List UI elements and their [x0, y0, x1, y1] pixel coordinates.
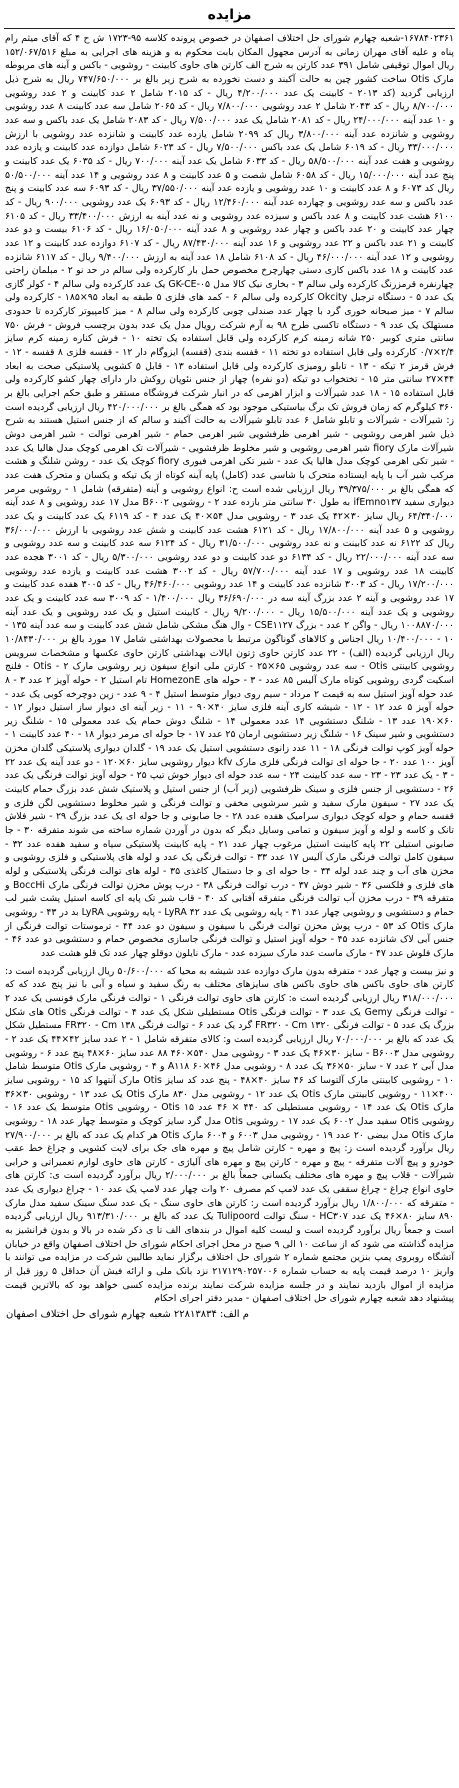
notice-footer: م الف: ۲۲۸۱۳۸۳۴ شعبه چهارم شورای حل اختلاف اصفهان — [6, 1309, 249, 1321]
notice-paragraph-2: و نیز بیست و چهار عدد - متفرقه بدون مارک دوازده عدد شیشه به محیا که ۵۰/۶۰۰/۰۰۰ ریال ارزیابی گردیده است د: کارتن های حاوی باکس های حاوی باکس های سایزهای مختلف به رنگ سفید و سیاه و آبی با نیز پنج عدد که که ۳۱۸/۰۰۰/۰۰۰ ریال ارزیابی گردیده است ه: کارتن های حاوی توالت فرنگی ۱ - توالت فرنگی مارک فونسی یک عدد ۲ - توالت فرنگی Gemy یک عدد ۳ - توالت فرنگی Otis مستطیلی شکل یک عدد ۴ - توالت فرنگی Otis های شکل بزرگ یک عدد ۵ - توالت فرنگی FR۳۲۰ - Cm ۱۳۲۰ گرد یک عدد ۶ - توالت فرنگی FR۳۲۰ - Cm ۱۳۸ مستطیل شکل یک عدد که بالغ بر ۷۰/۰۰۰/۰۰۰ ریال ارزیابی گردیده است و: کالای متفرقه شامل ۱ - ۲ عدد سایز ۴۲×۴۴ یک عدد ۲ - روشویی مدل B۶۰۰۳ - سایز ۳۰×۴۶ یک عدد ۳ - روشویی مدل ۵۴۰×۴۶۰ ۸۸ عدد سایز ۶۰×۴۸ پنج عدد ۶ - روشویی مدل آبی ۲ عدد ۷ - سایز ۵۰×۳۶ یک عدد ۸ - روشویی مدل A۱۱۸ ۶۰×۴۶ و ۴ - روشویی مارک Otis متوسط شامل ۱۰ - روشویی کابینتی مارک آلتوسا کد ۴۶ سایز ۴۰×۴۸ - پنج عدد کد سایز Otis مارک آنتهوا کد ۱۵ - روشویی سایز ۴۰۰×۱۱ - روشویی کابینتی مارک Otis یک عدد ۱۲ - روشویی مدل ۸۳۰ مارک Otis یک عدد ۱۳ - روشویی ۳۰×۳۶ مارک Otis یک عدد ۱۴ - روشویی مستطیلی کد ۴۴۰ × ۴۶ عدد Otis ۱۵ - روشویی Otis متوسط یک عدد ۱۶ - روشویی Otis سفید مدل ۶۰۰۲ یک عدد ۱۷ - روشویی Otis مدل گرد سایز کوچک و متوسط چهار عدد ۱۸ - روشویی مارک Otis مدل بیضی ۲۰ عدد ۱۹ - روشویی مدل ۶۰۰۳ و ۶۰۰۴ مارک Otis هر کدام یک عدد که بالغ بر ۲۷/۹۰۰/۰۰۰ ریال برآورد گردیده است ز: پیچ و مهره - کارتن شامل پیچ و مهره های جک برای لایت کشویی و چراغ خط عقب خودرو و پیچ آلات متفرقه - پیچ و مهره - کارتن پیچ و مهره های آلیاژی - کارتن های حاوی لوازم تعمیراتی و خرابی شیرآلات - قلاب پیچ و مهره های مختلف یکسانی جمعاً بالغ بر ۲/۰۰۰/۰۰۰ ریال برآورد گردیده است ی: کارتن های حاوی انواع چراغ - چراغ سقفی یک عدد لامپ کم مصرف ۲۰ وات چهار عدد لامپ یک عدد ۱۰ - چراغ دیواری یک عدد - متفرقه که ۱/۸۰۰/۰۰۰ ریال برآورد گردیده است ر: کارتن های حاوی سنگ - یک عدد سنگ سینک سفید مدل مارک ۸۹۰ سایز ۸۰×۴۶ یک عدد HC۳۰۷ - سنگ توالت Tulipoord یک عدد که بالغ بر ۹۱۳/۳۱۰/۰۰۰ ریال ارزیابی گردیده است و جمعاً ریال برآورد گردیده است و لیست کلیه اموال در بندهای الف تا ی ذکر شده در بالا و بدون فرانشیز به مزایده گذاشته می شود که از ساعت ۱۰ الی ۹ صبح در محل اجرای احکام شورای حل اختلاف اصفهان واقع در خیابان آتشگاه روبروی پمپ بنزین مجتمع شماره ۲ شورای حل اختلاف برگزار نماید طالبین شرکت در مزایده می توانند با واریز ۱۰ درصد قیمت پایه به حساب شماره ۲۱۷۱۲۹۰۲۵۷۰۰۶ نزد بانک ملی و ارائه فیش آن حداقل ۵ روز قبل از مزایده از اموال بازدید نمایند و در جلسه مزایده شرکت نمایند برنده مزایده کسی خواهد بود که بالاترین قیمت پیشنهاد دهد شعبه چهارم شورای حل اختلاف اصفهان - مدیر دفتر اجرای احکام — [5, 965, 455, 1305]
notice-title: مزایده — [207, 7, 252, 23]
notice-header — [4, 2, 455, 29]
notice-paragraph-1: ۱۶۷۸۴۰۲۳۶۱-شعبه چهارم شورای حل اختلاف اصفهان در خصوص پرونده کلاسه ۹۵-۱۷۲۳ ش ح ۴ که آقای میثم رام پناه و علیه آقای مهران زمانی به آدرس مجهول المکان بابت محکوم به و هزینه های اجرایی به مبلغ ۱۵۲/۰۶۷/۵۱۶ ریال اموال توقیفی شامل ۳۹۱ عدد کارتن به شرح الف کارتن های حاوی کابینت - روشویی - باکس و آینه های مربوطه مارک Otis ساخت کشور چین به حالت آکبند و دست نخورده به شرح زیر بالغ بر ۷۴۷/۶۵۰/۰۰۰ ریال به شرح ذیل ارزیابی گردید (کد ۲۰۱۳ - کابینت یک عدد ۴/۲۰۰/۰۰۰ ریال - کد ۲۰۱۵ شامل ۲ عدد کابینت و ۲ عدد روشویی ۸/۷۰۰/۰۰۰ ریال - کد ۲۰۴۳ شامل ۲ عدد روشویی ۷/۸۰۰/۰۰۰ ریال - کد ۲۰۶۵ شامل سه عدد کابینت ۸ عدد روشویی و ۱۰ عدد آینه ۲۴/۰۰۰/۰۰۰ ریال - کد ۲۰۸۱ شامل یک عدد ۷/۵۰۰/۰۰۰ ریال - کد ۲۰۸۳ شامل یک عدد باکس و سه عدد روشویی و شانزده عدد آینه ۳/۸۰۰/۰۰۰ ریال کد ۲۰۹۹ شامل یازده عدد کابینت و شانزده عدد روشویی با ارزش ۳۳/۰۰۰/۰۰۰ ریال - کد ۶۰۱۹ شامل یک عدد باکس ۷/۵۰۰/۰۰۰ ریال - کد ۶۰۲۳ شامل دوازده عدد کابینت و یازده عدد روشویی و هفت عدد آینه ۵۸/۵۰۰/۰۰۰ ریال - کد ۶۰۳۳ شامل یک عدد آینه ۷۰۰/۰۰۰ ریال - کد ۶۰۳۵ یک عدد کابینت و پنج عدد آینه ۱۵/۰۰۰/۰۰۰ ریال - کد ۶۰۵۸ شامل شصت و ۵ عدد کابینت و ۸ عدد روشویی و ۱۴ عدد آینه ۵۰/۵۰۰/۰۰۰ ریال کد ۶۰۷۳ و ۸ عدد کابینت و ۱۰ عدد روشویی و یازده عدد آینه ۳۷/۵۵۰/۰۰۰ ریال - کد ۶۰۹۳ سه عدد کابینت و پنج عدد باکس و سه عدد روشویی و چهارده عدد آینه ۱۲/۴۶۰/۰۰۰ ریال - کد ۶۰۹۳ یک عدد روشویی ۹۰۰/۰۰۰ ریال - کد ۶۱۰۰ هشت عدد کابینت و ۸ عدد باکس و سیزده عدد روشویی و نه عدد آینه به ارزش ۳۳/۴۰۰/۰۰۰ ریال - کد ۶۱۰۵ چهار عدد کابینت و ۲۰ عدد باکس و چهار عدد روشویی و ۸ عدد آینه ۱۶/۰۵۰/۰۰۰ ریال - کد ۶۱۰۶ بیست و دو عدد کابینت و ۲۱ عدد باکس و ۲۲ عدد روشویی و ۱۶ عدد آینه ۸۷/۴۳۰/۰۰۰ ریال - کد ۶۱۰۷ دوازده عدد کابینت و ۱۲ عدد روشویی و ۱۲ عدد آینه ۴۶/۰۰۰/۰۰۰ ریال - کد ۶۱۰۸ شامل ۱۸ عدد آینه به ارزش ۹/۴۰۰/۰۰۰ ریال - کد ۶۱۱۷ شانزده عدد کابینت و ۱۸ عدد باکس کاری دستی چهارچرخ مخصوص حمل بار کارکرده ولی سالم در حد نو ۲ - مبلمان راحتی چهارنفره قرمزرنگ کارکرده ولی سالم ۳ - بخاری نیک کالا مدل GK-CE-۰۵ یک عدد کارکرده ولی سالم ۴ - کولر گازی یک عدد ۵ - دستگاه ترجیل Okcity کارکرده ولی سالم ۶ - کمد های فلزی ۵ طبقه به ابعاد ۹۵×۱۸۵ - کارکرده ولی سالم ۷ - میز صبحانه خوری گرد با چهار عدد صندلی چوبی کارکرده ولی سالم ۸ - میز کامپیوتر کارکرده تا حدودی مستهلک یک عدد ۹ - دستگاه تاکسی طرح ۹۸ به آرم شرکت رویال مدل یک عدد بدون برچسب فروش - فرش ۷۵۰ سانتی متری کوبیر ۲۵۰ شانه زمینه کرم کارکرده ولی قابل استفاده یک تخته ۱۰ - فرش کناره زمینه کرم سایز ۲/۴×۰/۷ کارکرده ولی قابل استفاده دو تخته ۱۱ - قفسه بندی (قفسه) ایزوگام دار ۱۲ - قفسه فلزی ۸ قفسه - ۱۲ - فرش قرمز ۲ تیکه - ۱۳ - تابلو رومیزی کارکرده ولی قابل استفاده ۱۳ - قابل ۵ کشویی پلاستیکی صحت به ابعاد ۴۴×۲۷ سانتی متر ۱۵ - تختخواب دو تیکه (دو نفره) چهار از جنس نئوپان روکش دار دارای چهار کشو کارکرده ولی قابل استفاده ۱۵ - ۱۸ عدد شیرآلات و ابزار اهرمی که در انبار شرکت فروشگاه مستقر و طبق حکم اجرایی بالغ بر ۳۶۰ کیلوگرم که زمان فروش تک برگ بیاستیکی موجود بود که همگی بالغ بر ۴۲۰/۰۰۰/۰۰۰ ریال ارزیابی گردیده است ز: شیرآلات - شیرآلات و تابلو شامل ۶ عدد تابلو شیرآلات به حالت آکبند و سالم که از جنس استیل هستند به شرح ذیل شیر اهرمی روشویی - شیر اهرمی ظرفشویی شیر اهرمی حمام - شیر اهرمی توالت - شیر اهرمی دوش شیرآلات مارک fiory شیر اهرمی روشویی و شیر مخلوط ظرفشویی - شیرآلات تک اهرمی کوچک مدل هالیا یک عدد - شیر تکی اهرمی کوچک مدل هالیا یک عدد - شیر تکی اهرمی فیوری fiory کوچک یک عدد - روشن شلنگ و هشت مرکب شیر آب با پایه ایستاده متحرک با شاسی عدد (کامل) پایه آینه کوتاه از یک تیکه و یکسان و متحرک هفت عدد که همگی بالغ بر ۳۹/۳۷۵/۰۰۰ ریال ارزیابی شده است ح: انواع روشویی و آینه (متفرقه) شامل ۱ - روشویی مرمر دیواری سفید ifEmno۱۳۷ به طول ۳۰ سانتی متر بازده عدد ۲ - روشویی B۶۰۰۲ مدل ۱۷ عدد روشویی و ۸ عدد آینه ۶۴/۳۴۰/۰۰۰ ریال سایز ۳۰×۴۲ یک عدد ۳ - روشویی مدل ۵۴×۴۰ یک عدد ۴ - کد ۶۱۱۹ یک عدد کابینت و یک عدد روشویی و ۵ عدد آینه ۱۷/۸۰۰/۰۰۰ ریال - کد ۶۱۲۱ هشت عدد کابینت و شش عدد روشویی با ارزش ۳۶/۰۰۰/۰۰۰ ریال کد ۶۱۲۲ نه عدد کابینت و نه عدد روشویی ۳۱/۵۰۰/۰۰۰ ریال - کد ۶۱۲۴ سه عدد کابینت و سه عدد روشویی و سه عدد آینه ۲۲/۰۰۰/۰۰۰ ریال - کد ۶۱۳۴ دو عدد کابینت و دو عدد روشویی ۵/۳۰۰/۰۰۰ ریال - کد ۳۰۰۱ هجده عدد کابینت ۱۸ عدد روشویی و ۱۷ عدد آینه ۵۷/۷۰۰/۰۰۰ ریال - کد ۳۰۰۲ هشت عدد کابینت و یازده عدد روشویی ۱۷/۲۰۰/۰۰۰ ریال - کد ۳۰۰۳ شانزده عدد کابینت و ۱۴ عدد روشویی ۴۶/۴۶۰/۰۰۰ ریال - کد ۳۰۰۵ هفده عدد کابینت و ۱۷ عدد روشویی و آینه ۲ عدد بزرگ آینه سه در ۳۶/۶۹۰/۰۰۰ ریال ۱/۴۰۰/۰۰۰ - کد ۳۰۰۹ سه عدد کابینت و یک عدد روشویی و یک عدد آینه ۱۵/۵۰۰/۰۰۰ ریال - ۹/۲۰۰/۰۰۰ ریال - کابینت استیل و یک عدد روشویی و یک عدد آینه ۱۰۰۸۸۷۰/۰۰۰ ریال - واگن ۲ عدد - بزرگ CSE۱۱۲۷ - وال هنگ مشکی شامل شش عدد کابینت و سه عدد آینه ۱۳۵ - ۱۰ - ۱۰/۴۰۰/۰۰۰ ریال اجناس و کالاهای گوناگون مرتبط با محصولات بهداشتی شامل ۱۷ مورد بالغ بر ۱۰/۸۴۳۰/۰۰۰ ریال ارزیابی گردیده (الف) - ۲۲ عدد کارتن حاوی ژتون ایالات بهداشتی کارتن حاوی عکسها و مشخصات سرویس روشویی کابینتی Otis - سه عدد روشویی ۶۵×۲۵ - کارتن ملی انواع سیفون زیر روشویی مارک Otis - ۲ - فلنج اسکیت گردی روشویی کوتاه مارک آلیس ۸۵ عدد - ۳ - حوله های HomezonE تام استیل ۲ - حوله آویز ۲ عدد ۳ - ۸ عدد حوله آویز استیل سه به قیمت ۲ مرداد - سیم روی دیوار متوسط استیل ۴ - ۹ عدد - زین دوچرخه کوبی یک عدد - حوله آویز ۵ عدد ۱۲ - ۱۲ - شیشه کاری آینه فلزی سایز ۴۰×۹۰ - ۱۱ - زیر آینه ای دیوار ساز استیل دیوار ۱۲ - ۶۰×۱۹۰ عدد ۱۳ - شلنگ دستشویی ۱۴ عدد معمولی ۱۴ - شلنگ دوش حمام یک عدد معمولی ۱۵ - شلنگ زیر دستشویی و شیر سینک ۱۶ - شلنگ زیر دستشویی ارمان ۲۵ عدد ۱۷ - جا حوله ای مرمر دیوار ۱۸ - ۴۰ عدد کابینت ۱ - حوله آویز کوپ توالت فرنگی ۱۸ - ۱۱ عدد زانوی دستشویی استیل یک عدد ۱۹ - گلدان دیواری پلاستیکی گلدان مخزن آویز ۱۰۰ عدد ۲۰ - جا حوله ای توالت فرنگی فلزی مارک kfv دیوار روشویی سایز ۶۰×۱۲۰ - دو عدد آینه یک عدد ۲۲ - ۳ - یک عدد ۲۳ - ۲۳ - سه عدد کابینت ۲۴ - سه عدد حوله ای دیوار خوش تیپ ۲۵ - حوله آویز توالت فرنگی یک عدد ۲۶ - دستشویی از جنس فلزی و سینک ظرفشویی (زیر آب) از جنس استیل و پلاستیک شش عدد بزرگ حمام کابینت یک عدد ۲۷ - سیفون مارک سفید و شیر سرشویی مخفی و توالت فرنگی و شیر مخلوط دستشویی لگن فلزی و قفسه حمام و حوله کوچک دیواری سرامیک هفده عدد ۲۸ - جا صابونی و جا حوله ای یک عدد بزرگ ۲۹ - شیر فلاش تانک و کاسه و لوله و آویز سیفون و تمامی وسایل دیگر که بدون در آوردن شماره ساخته می شوند متفرقه ۳۰ - جا صابونی استیلی ۲۲ پایه کابینت استیل مرغوب چهار عدد ۲۱ - پایه کابینت پلاستیکی سیاه و سفید هفده عدد ۳۲ - سیفون کامل توالت فرنگی مارک آلیس ۱۷ عدد ۳۳ - توالت فرنگی یک عدد و لوله های پلاستیکی و فلزی روشویی و مخزن های آب و چند عدد لوله ۳۴ - جا حوله ای و جا دستمال کاغذی ۳۵ - لوله های توالت فرنگی پلاستیکی و لوله های فلزی و فلکسی ۳۶ - شیر دوش ۳۷ - درب توالت فرنگی ۳۸ - درب پوش مخزن توالت فرنگی مارک BoccHi و متفرقه ۳۹ - درب مخزن آب توالت فرنگی متفرقه آفتابی کد ۴۰ - قاب شیر تک پایه ای کاسه استیل پشت شیر لب حمام و دستشویی و روشویی چهار عدد ۴۱ - پایه روشویی یک عدد ۴۲ LyRA - پایه روشویی LyRA بد در ۴۳ - روشویی مارک Otis کد ۵۳ - درب پوش مخزن توالت فرنگی با سیفون و سیفون دو عدد ۴۴ - ترموستات توالت فرنگی از جنس آبی لاک شانزده عدد ۴۵ - حوله آویز استیل و توالت فرنگی جاسازی مخصوص حمام و دستشویی دو عدد ۴۶ - مارک فلوش عدد ۴۷ - مارک ماست عدد مارک سیزده عدد - مارک نایلون دوقلو چهار عدد تک قلو هشت عدد — [5, 33, 455, 959]
